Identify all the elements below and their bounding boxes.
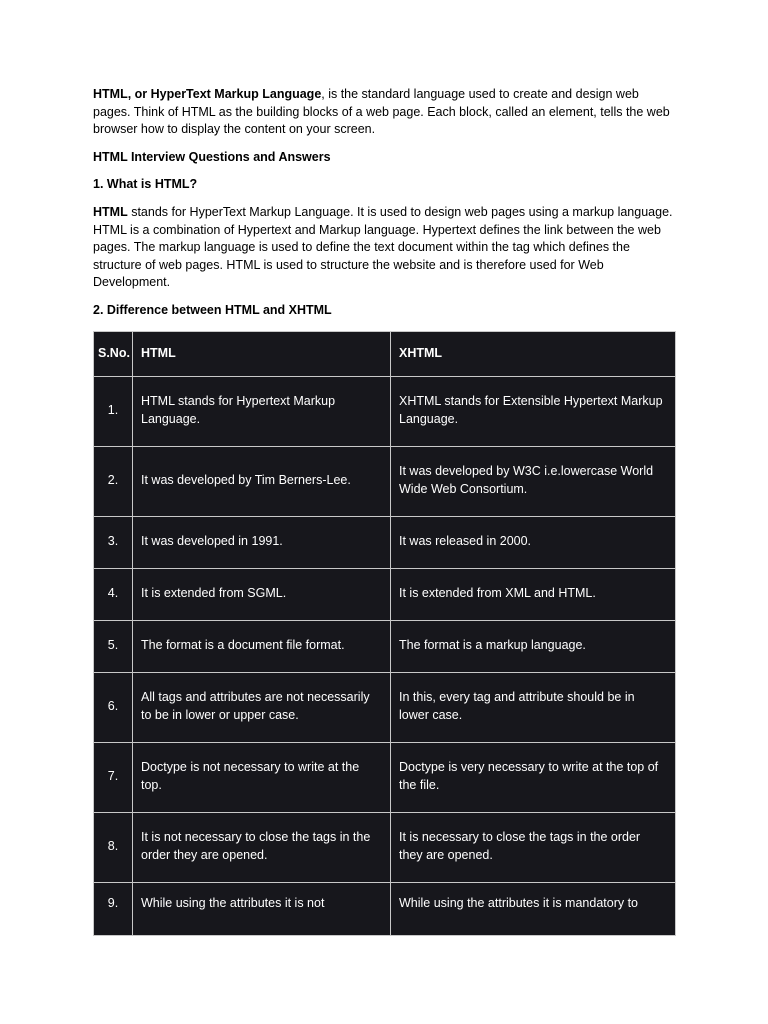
table-row — [94, 882, 676, 935]
cell-sno: 9. — [94, 882, 133, 935]
cell-sno: 8. — [94, 812, 133, 882]
intro-text: , is the standard language used to create and design web pages. Think of HTML as the building blocks of a web page. Each block, called an element, tells the web browser how to display the content on your screen. — [93, 87, 670, 137]
document-page — [93, 86, 677, 936]
intro-paragraph — [93, 86, 677, 139]
cell-html: It was developed by Tim Berners-Lee. — [133, 446, 391, 516]
table-header-row — [94, 331, 676, 376]
cell-sno: 6. — [94, 672, 133, 742]
table-row — [94, 672, 676, 742]
cell-xhtml: It was developed by W3C i.e.lowercase World Wide Web Consortium. — [391, 446, 676, 516]
cell-xhtml: In this, every tag and attribute should be in lower case. — [391, 672, 676, 742]
cell-xhtml: The format is a markup language. — [391, 620, 676, 672]
header-html: HTML — [133, 331, 391, 376]
table-row — [94, 742, 676, 812]
cell-html: Doctype is not necessary to write at the top. — [133, 742, 391, 812]
table-row — [94, 446, 676, 516]
section-heading: HTML Interview Questions and Answers — [93, 149, 331, 164]
cell-html: It is extended from SGML. — [133, 568, 391, 620]
table-row — [94, 568, 676, 620]
answer-text: stands for HyperText Markup Language. It is used to design web pages using a markup language. HTML is a combination of Hypertext and Markup language. Hypertext defines the link between the web pages. The markup language is used to define the text document within the tag which defines the structure of web pages. HTML is used to structure the website and is therefore used for Web Development. — [93, 204, 673, 290]
cell-sno: 1. — [94, 376, 133, 446]
header-sno: S.No. — [94, 331, 133, 376]
header-xhtml: XHTML — [391, 331, 676, 376]
cell-xhtml: While using the attributes it is mandatory to — [391, 882, 676, 935]
cell-sno: 2. — [94, 446, 133, 516]
cell-xhtml: XHTML stands for Extensible Hypertext Markup Language. — [391, 376, 676, 446]
table-row — [94, 620, 676, 672]
cell-xhtml: It was released in 2000. — [391, 516, 676, 568]
cell-xhtml: It is extended from XML and HTML. — [391, 568, 676, 620]
cell-sno: 5. — [94, 620, 133, 672]
cell-html: HTML stands for Hypertext Markup Language. — [133, 376, 391, 446]
question-1-title: 1. What is HTML? — [93, 177, 198, 192]
question-2-title: 2. Difference between HTML and XHTML — [93, 302, 332, 317]
cell-html: The format is a document file format. — [133, 620, 391, 672]
cell-html: While using the attributes it is not — [133, 882, 391, 935]
intro-bold-term: HTML, or HyperText Markup Language — [93, 87, 322, 101]
answer-bold-term: HTML — [93, 204, 128, 219]
cell-html: All tags and attributes are not necessarily to be in lower or upper case. — [133, 672, 391, 742]
table-row — [94, 376, 676, 446]
cell-sno: 7. — [94, 742, 133, 812]
cell-xhtml: Doctype is very necessary to write at the top of the file. — [391, 742, 676, 812]
cell-sno: 4. — [94, 568, 133, 620]
table-row — [94, 812, 676, 882]
table-row — [94, 516, 676, 568]
comparison-table — [93, 331, 676, 936]
cell-html: It was developed in 1991. — [133, 516, 391, 568]
cell-xhtml: It is necessary to close the tags in the order they are opened. — [391, 812, 676, 882]
question-1-answer — [93, 204, 677, 292]
cell-sno: 3. — [94, 516, 133, 568]
cell-html: It is not necessary to close the tags in the order they are opened. — [133, 812, 391, 882]
